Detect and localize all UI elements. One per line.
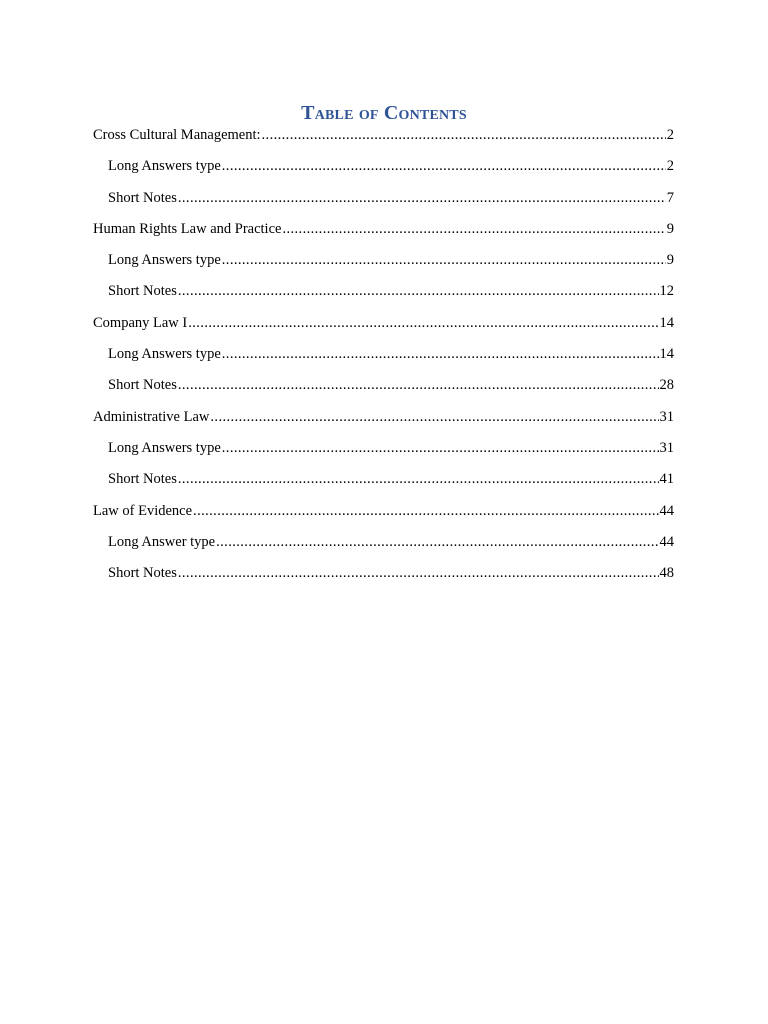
toc-entry-page-number: 41 (659, 471, 674, 488)
toc-entry[interactable] (93, 218, 674, 249)
toc-entry-page-number: 44 (659, 533, 674, 550)
toc-dot-leader (222, 343, 659, 365)
toc-entry[interactable] (93, 562, 674, 593)
toc-entry-label: Cross Cultural Management: (93, 127, 261, 143)
toc-entry[interactable] (93, 531, 674, 562)
toc-entry[interactable] (93, 343, 674, 374)
toc-entry-label: Short Notes (108, 471, 177, 488)
toc-entry-label: Short Notes (108, 377, 177, 394)
toc-entry[interactable] (93, 187, 674, 218)
toc-entry-page-number: 2 (666, 158, 674, 175)
toc-title: Table of Contents (301, 102, 467, 124)
toc-dot-leader (262, 124, 666, 146)
toc-entry-page-number: 9 (666, 252, 674, 269)
toc-entry[interactable] (93, 124, 674, 155)
toc-entry-page-number: 2 (666, 127, 674, 143)
toc-entry-page-number: 48 (659, 565, 674, 582)
toc-entry[interactable] (93, 437, 674, 468)
toc-entry-label: Short Notes (108, 283, 177, 300)
toc-entry-page-number: 14 (659, 314, 674, 331)
toc-dot-leader (222, 249, 666, 271)
toc-dot-leader (178, 562, 659, 584)
toc-dot-leader (188, 312, 658, 334)
toc-list (93, 124, 674, 593)
toc-entry-label: Law of Evidence (93, 502, 193, 519)
toc-entry-page-number: 14 (659, 346, 674, 363)
toc-entry[interactable] (93, 280, 674, 311)
toc-entry[interactable] (93, 468, 674, 499)
toc-entry-label: Company Law I (93, 314, 188, 331)
toc-entry[interactable] (93, 155, 674, 186)
toc-entry-page-number: 28 (659, 377, 674, 394)
toc-entry-label: Short Notes (108, 565, 177, 582)
toc-entry-page-number: 44 (659, 502, 674, 519)
toc-entry[interactable] (93, 312, 674, 343)
toc-entry[interactable] (93, 374, 674, 405)
toc-entry-page-number: 31 (659, 408, 674, 425)
toc-entry[interactable] (93, 500, 674, 531)
toc-entry-page-number: 9 (666, 220, 674, 237)
toc-dot-leader (178, 280, 659, 302)
toc-dot-leader (178, 187, 666, 209)
toc-dot-leader (222, 155, 666, 177)
toc-entry[interactable] (93, 249, 674, 280)
toc-dot-leader (193, 500, 658, 522)
toc-entry-page-number: 31 (659, 439, 674, 456)
toc-entry-label: Long Answers type (108, 158, 221, 175)
toc-dot-leader (216, 531, 658, 553)
toc-dot-leader (282, 218, 665, 240)
toc-dot-leader (222, 437, 659, 459)
toc-entry-label: Human Rights Law and Practice (93, 220, 282, 237)
toc-entry-label: Administrative Law (93, 408, 210, 425)
toc-entry-label: Long Answers type (108, 252, 221, 269)
toc-entry-page-number: 12 (659, 283, 674, 300)
toc-entry-page-number: 7 (666, 189, 674, 206)
toc-entry-label: Long Answer type (108, 533, 216, 550)
toc-entry-label: Long Answers type (108, 346, 221, 363)
toc-dot-leader (178, 374, 659, 396)
toc-dot-leader (210, 406, 658, 428)
toc-dot-leader (178, 468, 659, 490)
toc-entry[interactable] (93, 406, 674, 437)
toc-entry-label: Short Notes (108, 189, 177, 206)
toc-entry-label: Long Answers type (108, 439, 221, 456)
